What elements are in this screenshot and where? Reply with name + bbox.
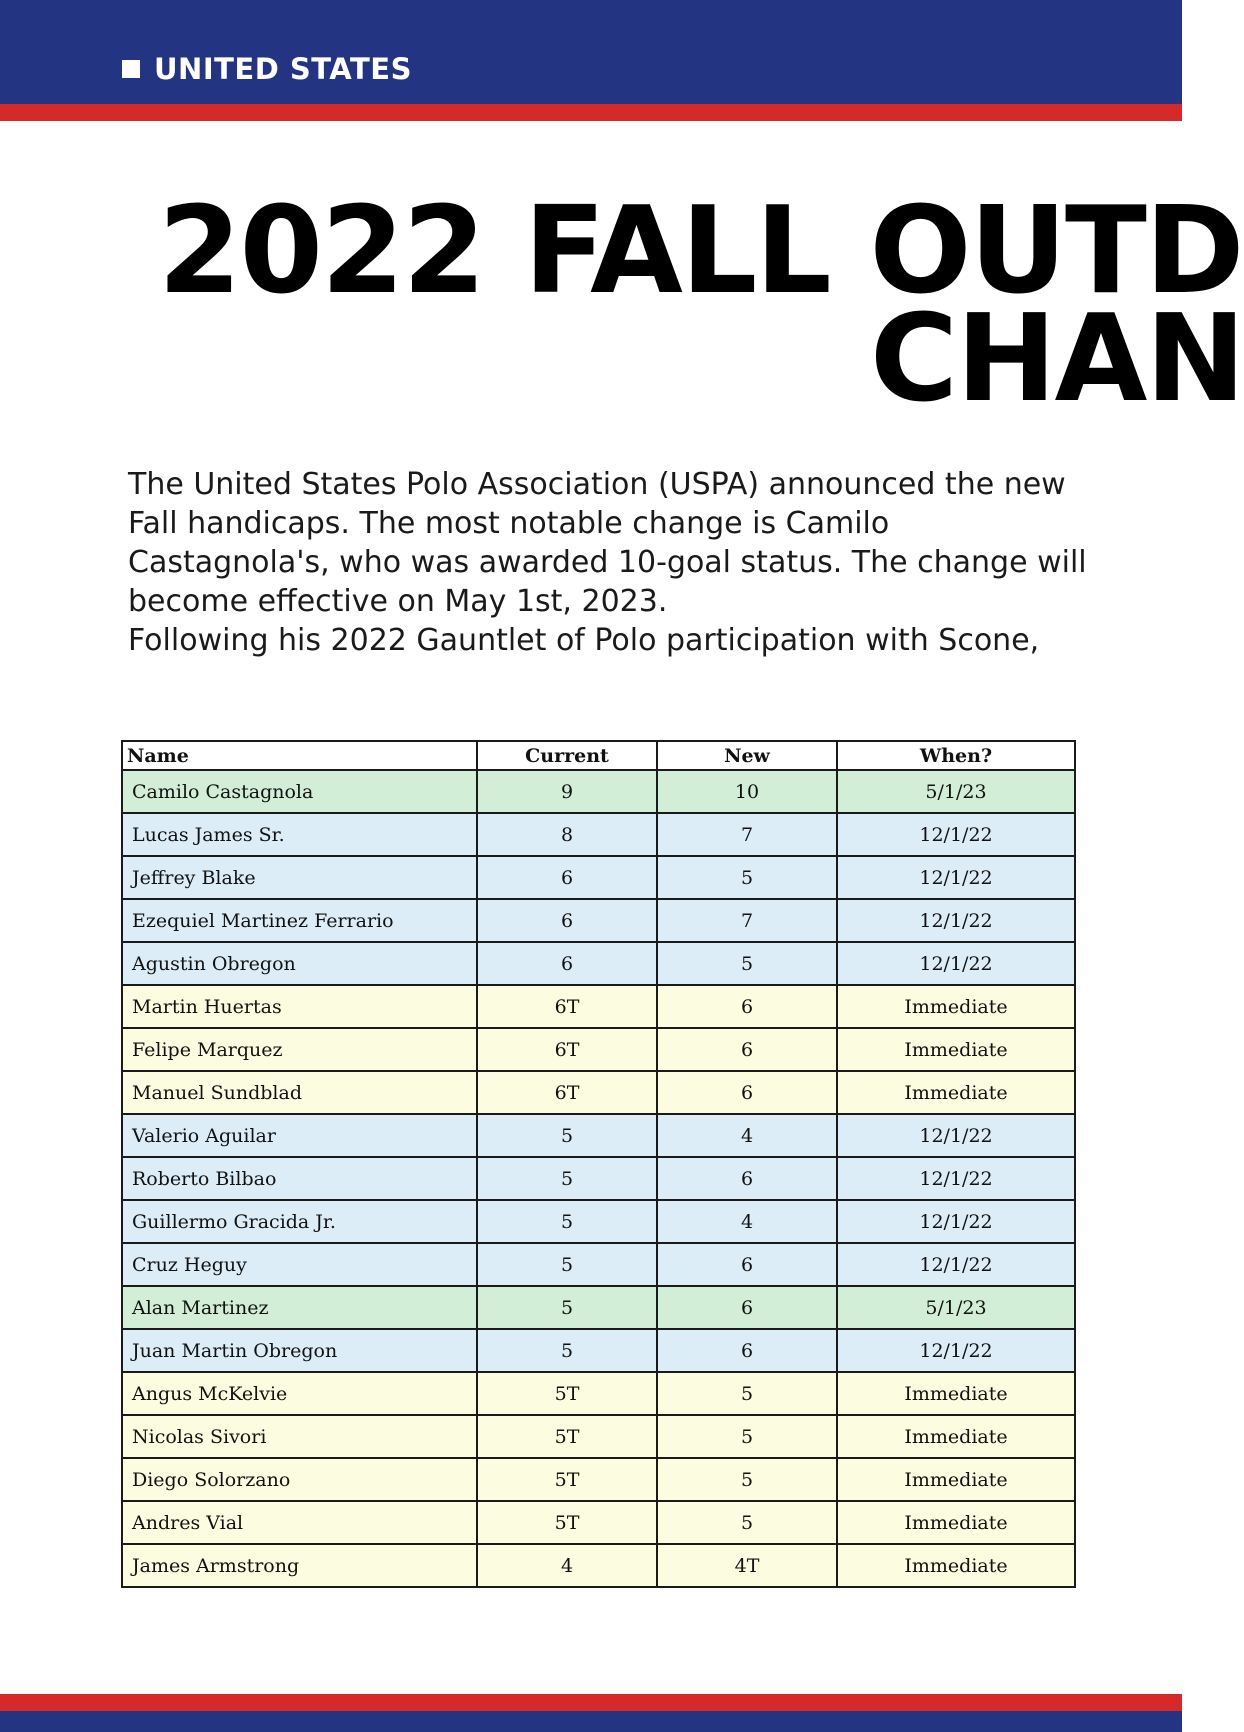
cell-new: 6 (657, 1071, 837, 1114)
cell-new: 6 (657, 985, 837, 1028)
table-row (122, 1415, 1075, 1458)
footer-bar (0, 1711, 1182, 1732)
page-title-line2: CHAN (870, 290, 1244, 429)
cell-when: 12/1/22 (837, 942, 1075, 985)
column-header-when: When? (837, 741, 1075, 770)
cell-new: 5 (657, 856, 837, 899)
cell-new: 5 (657, 1501, 837, 1544)
cell-name: Camilo Castagnola (122, 770, 477, 813)
table-row (122, 1372, 1075, 1415)
cell-current: 5 (477, 1157, 657, 1200)
cell-current: 5 (477, 1200, 657, 1243)
table-row (122, 1114, 1075, 1157)
cell-when: 12/1/22 (837, 1114, 1075, 1157)
cell-name: Angus McKelvie (122, 1372, 477, 1415)
section-label-text: UNITED STATES (154, 52, 412, 86)
table-row (122, 1501, 1075, 1544)
table-row (122, 1458, 1075, 1501)
cell-when: Immediate (837, 1071, 1075, 1114)
cell-new: 4 (657, 1114, 837, 1157)
footer-stripe (0, 1694, 1182, 1711)
cell-name: Diego Solorzano (122, 1458, 477, 1501)
cell-new: 5 (657, 942, 837, 985)
cell-current: 4 (477, 1544, 657, 1587)
cell-new: 10 (657, 770, 837, 813)
cell-when: 12/1/22 (837, 1243, 1075, 1286)
square-bullet-icon (122, 60, 140, 78)
cell-when: 12/1/22 (837, 813, 1075, 856)
cell-current: 5T (477, 1415, 657, 1458)
handicap-table (121, 740, 1076, 1588)
cell-when: 12/1/22 (837, 1329, 1075, 1372)
cell-new: 6 (657, 1243, 837, 1286)
cell-when: 12/1/22 (837, 1200, 1075, 1243)
table-row (122, 1028, 1075, 1071)
intro-text (128, 465, 1088, 660)
cell-when: Immediate (837, 1458, 1075, 1501)
cell-name: Cruz Heguy (122, 1243, 477, 1286)
table-row (122, 1200, 1075, 1243)
table-row (122, 942, 1075, 985)
page-title-line1: 2022 FALL OUTD (158, 182, 1243, 321)
cell-name: Manuel Sundblad (122, 1071, 477, 1114)
cell-when: 5/1/23 (837, 1286, 1075, 1329)
cell-name: Agustin Obregon (122, 942, 477, 985)
cell-name: Roberto Bilbao (122, 1157, 477, 1200)
cell-name: Alan Martinez (122, 1286, 477, 1329)
cell-new: 6 (657, 1028, 837, 1071)
table-row (122, 1071, 1075, 1114)
cell-current: 6 (477, 899, 657, 942)
cell-current: 6T (477, 1028, 657, 1071)
table-row (122, 985, 1075, 1028)
column-header-new: New (657, 741, 837, 770)
cell-when: Immediate (837, 1415, 1075, 1458)
cell-current: 5T (477, 1372, 657, 1415)
cell-name: Martin Huertas (122, 985, 477, 1028)
cell-when: Immediate (837, 1028, 1075, 1071)
cell-name: Felipe Marquez (122, 1028, 477, 1071)
table-row (122, 899, 1075, 942)
cell-new: 4T (657, 1544, 837, 1587)
cell-name: Juan Martin Obregon (122, 1329, 477, 1372)
cell-current: 5 (477, 1329, 657, 1372)
cell-when: Immediate (837, 985, 1075, 1028)
cell-new: 6 (657, 1286, 837, 1329)
table-row (122, 813, 1075, 856)
cell-current: 6T (477, 985, 657, 1028)
cell-current: 6 (477, 856, 657, 899)
section-label (122, 48, 412, 90)
cell-current: 5 (477, 1286, 657, 1329)
cell-when: 12/1/22 (837, 899, 1075, 942)
cell-current: 8 (477, 813, 657, 856)
cell-when: 5/1/23 (837, 770, 1075, 813)
cell-new: 6 (657, 1329, 837, 1372)
intro-paragraph: Following his 2022 Gauntlet of Polo participation with Scone, (128, 623, 1040, 658)
cell-when: Immediate (837, 1544, 1075, 1587)
cell-current: 5 (477, 1243, 657, 1286)
column-header-name: Name (122, 741, 477, 770)
cell-when: Immediate (837, 1372, 1075, 1415)
cell-name: Jeffrey Blake (122, 856, 477, 899)
table-header-row (122, 741, 1075, 770)
cell-new: 5 (657, 1415, 837, 1458)
table-row (122, 1157, 1075, 1200)
cell-name: Ezequiel Martinez Ferrario (122, 899, 477, 942)
column-header-current: Current (477, 741, 657, 770)
cell-current: 5T (477, 1501, 657, 1544)
cell-new: 7 (657, 899, 837, 942)
intro-paragraph: The United States Polo Association (USPA) announced the new Fall handicaps. The most notable change is Camilo Castagnola's, who was awarded 10-goal status. The change will become effective on May 1st, 2023. (128, 467, 1087, 619)
cell-new: 5 (657, 1458, 837, 1501)
cell-when: Immediate (837, 1501, 1075, 1544)
header-stripe (0, 104, 1182, 121)
cell-current: 6T (477, 1071, 657, 1114)
cell-name: Guillermo Gracida Jr. (122, 1200, 477, 1243)
cell-name: Andres Vial (122, 1501, 477, 1544)
cell-current: 9 (477, 770, 657, 813)
cell-current: 5T (477, 1458, 657, 1501)
cell-current: 6 (477, 942, 657, 985)
cell-current: 5 (477, 1114, 657, 1157)
table-row (122, 770, 1075, 813)
cell-new: 5 (657, 1372, 837, 1415)
table-row (122, 1544, 1075, 1587)
table-row (122, 856, 1075, 899)
cell-new: 7 (657, 813, 837, 856)
table-row (122, 1286, 1075, 1329)
cell-name: Nicolas Sivori (122, 1415, 477, 1458)
cell-when: 12/1/22 (837, 1157, 1075, 1200)
table-row (122, 1243, 1075, 1286)
cell-new: 6 (657, 1157, 837, 1200)
cell-name: Lucas James Sr. (122, 813, 477, 856)
cell-when: 12/1/22 (837, 856, 1075, 899)
table-body (122, 770, 1075, 1587)
table-row (122, 1329, 1075, 1372)
cell-name: James Armstrong (122, 1544, 477, 1587)
cell-name: Valerio Aguilar (122, 1114, 477, 1157)
cell-new: 4 (657, 1200, 837, 1243)
